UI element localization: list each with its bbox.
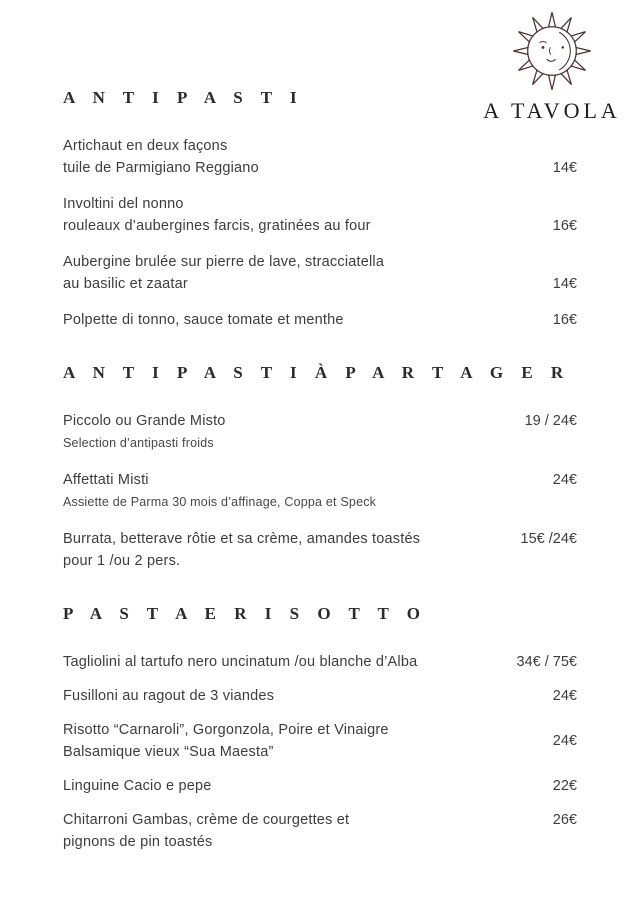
menu-item <box>63 719 577 763</box>
brand-name: A TAVOLA <box>483 98 621 123</box>
item-price: 24€ <box>552 688 577 704</box>
section-antipasti <box>63 88 577 331</box>
item-line1: Tagliolini al tartufo nero uncinatum /ou blanche d’Alba <box>63 654 418 670</box>
item-name <box>63 809 349 853</box>
item-line1: Aubergine brulée sur pierre de lave, stracciatella <box>63 254 385 270</box>
section-title: A N T I P A S T I <box>63 88 304 107</box>
section-antipasti-a-partager <box>63 363 577 572</box>
item-subtitle: Selection d’antipasti froids <box>63 436 214 450</box>
item-subtitle: Assiette de Parma 30 mois d’affinage, Coppa et Speck <box>63 495 377 509</box>
section-title: A N T I P A S T I À P A R T A G E R <box>63 363 571 382</box>
item-price: 26€ <box>552 812 577 828</box>
item-name <box>63 685 274 707</box>
item-price: 16€ <box>552 218 577 234</box>
item-line1: Piccolo ou Grande Misto <box>63 413 226 429</box>
item-line1: Burrata, betterave rôtie et sa crème, amandes toastés <box>63 531 421 547</box>
item-price: 19 / 24€ <box>524 413 577 429</box>
item-price: 16€ <box>552 312 577 328</box>
item-line2: pignons de pin toastés <box>63 834 213 850</box>
sun-moon-logo-icon <box>507 6 597 96</box>
menu-item <box>63 469 577 512</box>
item-name <box>63 775 212 797</box>
item-line2: rouleaux d’aubergines farcis, gratinées au four <box>63 218 371 234</box>
item-price: 15€ /24€ <box>520 531 577 547</box>
item-line1: Affettati Misti <box>63 472 149 488</box>
item-name <box>63 651 417 673</box>
item-line2: tuile de Parmigiano Reggiano <box>63 160 259 176</box>
item-line1: Artichaut en deux façons <box>63 138 228 154</box>
item-line1: Risotto “Carnaroli”, Gorgonzola, Poire et Vinaigre <box>63 722 389 738</box>
item-name <box>63 135 259 179</box>
item-line1: Linguine Cacio e pepe <box>63 778 212 794</box>
item-name <box>63 719 389 763</box>
menu-item <box>63 528 577 572</box>
menu-item <box>63 193 577 237</box>
item-price: 22€ <box>552 778 577 794</box>
menu-item <box>63 251 577 295</box>
menu-item <box>63 775 577 797</box>
section-title: P A S T A E R I S O T T O <box>63 604 428 623</box>
item-name <box>63 193 371 237</box>
menu-item <box>63 685 577 707</box>
item-line2: au basilic et zaatar <box>63 276 188 292</box>
menu-item <box>63 309 577 331</box>
item-line2: Balsamique vieux “Sua Maesta” <box>63 744 274 760</box>
item-line1: Chitarroni Gambas, crème de courgettes et <box>63 812 350 828</box>
menu-item <box>63 809 577 853</box>
item-price: 14€ <box>552 276 577 292</box>
item-line1: Fusilloni au ragout de 3 viandes <box>63 688 275 704</box>
item-name <box>63 469 376 512</box>
item-line1: Polpette di tonno, sauce tomate et menthe <box>63 312 344 328</box>
item-line1: Involtini del nonno <box>63 196 184 212</box>
item-name <box>63 309 344 331</box>
menu-item <box>63 651 577 673</box>
item-name <box>63 410 226 453</box>
menu-content <box>63 88 577 865</box>
section-pasta-e-risotto <box>63 604 577 853</box>
menu-item <box>63 410 577 453</box>
item-price: 24€ <box>552 472 577 488</box>
item-price: 14€ <box>552 160 577 176</box>
item-price: 24€ <box>552 733 577 749</box>
item-name <box>63 528 420 572</box>
menu-item <box>63 135 577 179</box>
item-price: 34€ / 75€ <box>516 654 577 670</box>
item-line2: pour 1 /ou 2 pers. <box>63 553 181 569</box>
item-name <box>63 251 384 295</box>
